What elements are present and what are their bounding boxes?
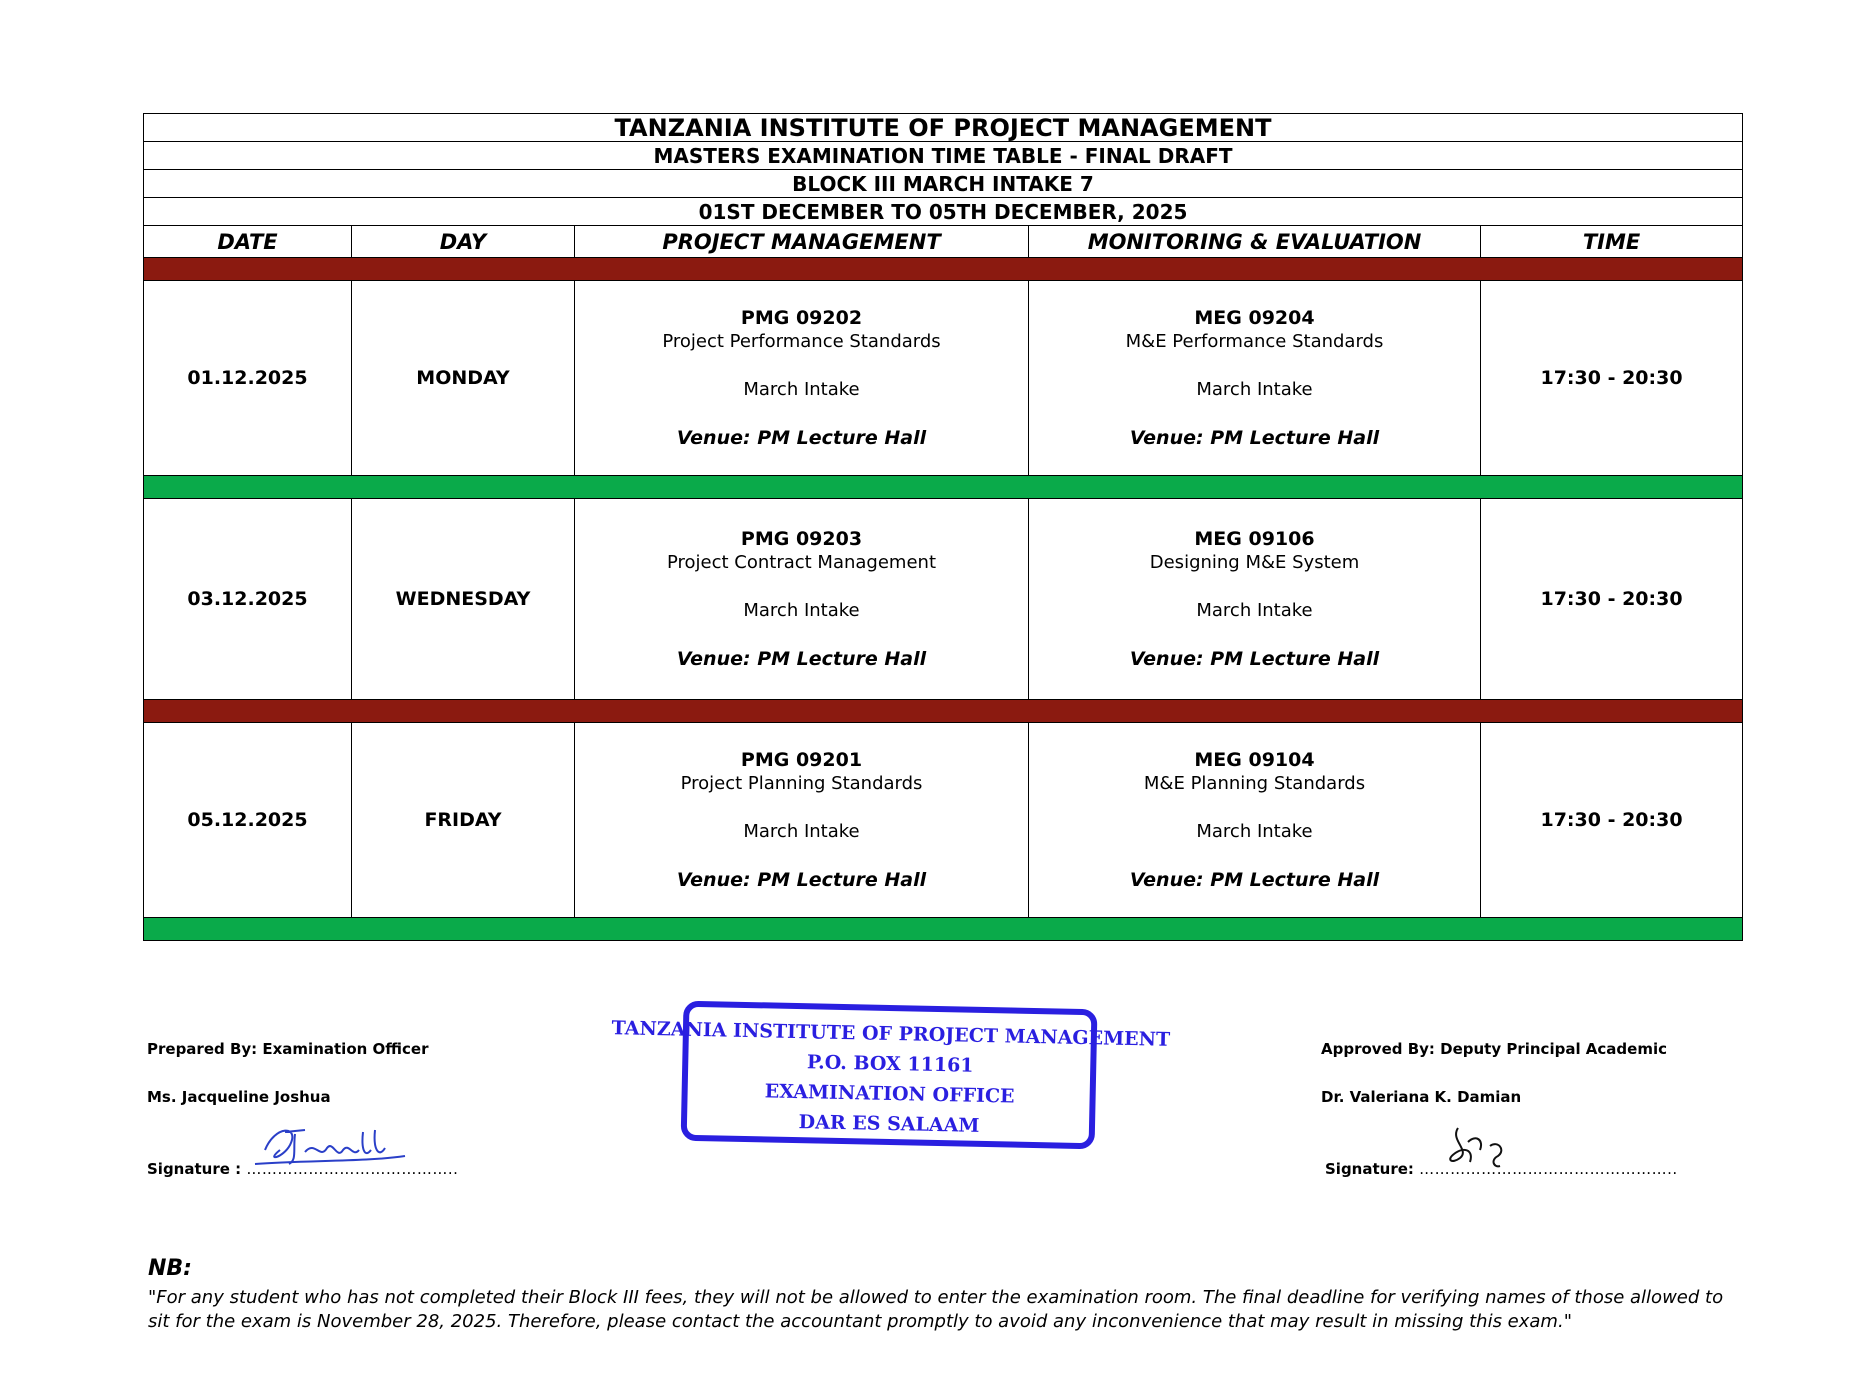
signature-dots: ………………………………….. [246, 1160, 459, 1178]
note-text: "For any student who has not completed their Block III fees, they will not be allowed to enter the examination room. The final deadline for verifying names of those allowed to sit for the exam is November 28, 2025. Therefore, please contact the accountant promptly to avoid any inconvenience that may result in missing this exam." [148, 1287, 1724, 1332]
exam-day: FRIDAY [352, 723, 575, 918]
col-header-monitoring-evaluation: MONITORING & EVALUATION [1029, 226, 1481, 258]
institution-title: TANZANIA INSTITUTE OF PROJECT MANAGEMENT [144, 114, 1743, 142]
course-code: MEG 09104 [1194, 749, 1315, 771]
stamp-line-2: P.O. BOX 11161 [806, 1051, 974, 1077]
course-name: Project Contract Management [666, 552, 937, 573]
timetable-sheet [143, 113, 1742, 941]
prepared-by-name: Ms. Jacqueline Joshua [147, 1088, 331, 1106]
timetable [143, 113, 1743, 941]
timetable-subtitle: MASTERS EXAMINATION TIME TABLE - FINAL DRAFT [144, 142, 1743, 170]
exam-time: 17:30 - 20:30 [1481, 499, 1743, 700]
course-venue: Venue: PM Lecture Hall [1129, 869, 1380, 891]
course-venue: Venue: PM Lecture Hall [1129, 648, 1380, 670]
course-venue: Venue: PM Lecture Hall [676, 869, 927, 891]
course-intake: March Intake [1196, 379, 1313, 400]
period-title: 01ST DECEMBER TO 05TH DECEMBER, 2025 [144, 198, 1743, 226]
course-name: Project Planning Standards [680, 773, 923, 794]
exam-time: 17:30 - 20:30 [1481, 281, 1743, 476]
pm-course-cell [575, 281, 1029, 476]
signature-dots: ………………………………………….. [1419, 1160, 1678, 1178]
separator-stripe-red [144, 700, 1743, 723]
course-venue: Venue: PM Lecture Hall [676, 427, 927, 449]
separator-stripe-green [144, 918, 1743, 941]
me-course-cell [1029, 499, 1481, 700]
separator-stripe-green [144, 476, 1743, 499]
exam-date: 03.12.2025 [144, 499, 352, 700]
stamp-line-3: EXAMINATION OFFICE [764, 1080, 1015, 1108]
prepared-by-label: Prepared By: Examination Officer [147, 1040, 429, 1058]
course-intake: March Intake [1196, 821, 1313, 842]
course-code: PMG 09203 [740, 528, 863, 550]
col-header-project-management: PROJECT MANAGEMENT [575, 226, 1029, 258]
signature-label: Signature: [1325, 1160, 1420, 1178]
col-header-day: DAY [352, 226, 575, 258]
me-course-cell [1029, 723, 1481, 918]
pm-course-cell [575, 499, 1029, 700]
course-intake: March Intake [743, 379, 860, 400]
separator-stripe-red [144, 258, 1743, 281]
office-stamp [611, 1002, 1171, 1152]
column-header-row [144, 226, 1743, 258]
block-title: BLOCK III MARCH INTAKE 7 [144, 170, 1743, 198]
course-venue: Venue: PM Lecture Hall [1129, 427, 1380, 449]
exam-time: 17:30 - 20:30 [1481, 723, 1743, 918]
col-header-time: TIME [1481, 226, 1743, 258]
course-name: Project Performance Standards [662, 331, 941, 352]
prepared-signature-scribble [245, 1120, 415, 1172]
approved-signature-scribble [1440, 1120, 1530, 1172]
me-course-cell [1029, 281, 1481, 476]
signature-label: Signature : [147, 1160, 247, 1178]
course-venue: Venue: PM Lecture Hall [676, 648, 927, 670]
note-title: NB: [148, 1256, 192, 1281]
course-name: M&E Performance Standards [1125, 331, 1384, 352]
exam-day: WEDNESDAY [352, 499, 575, 700]
table-row [144, 499, 1743, 700]
exam-date: 01.12.2025 [144, 281, 352, 476]
course-code: MEG 09204 [1194, 307, 1315, 329]
course-name: Designing M&E System [1149, 552, 1360, 573]
stamp-line-4: DAR ES SALAAM [798, 1111, 980, 1137]
course-name: M&E Planning Standards [1143, 773, 1366, 794]
course-intake: March Intake [743, 600, 860, 621]
pm-course-cell [575, 723, 1029, 918]
col-header-date: DATE [144, 226, 352, 258]
course-intake: March Intake [743, 821, 860, 842]
exam-date: 05.12.2025 [144, 723, 352, 918]
course-intake: March Intake [1196, 600, 1313, 621]
course-code: MEG 09106 [1194, 528, 1315, 550]
table-row [144, 281, 1743, 476]
approved-by-label: Approved By: Deputy Principal Academic [1321, 1040, 1668, 1058]
exam-day: MONDAY [352, 281, 575, 476]
course-code: PMG 09201 [740, 749, 863, 771]
course-code: PMG 09202 [740, 307, 863, 329]
stamp-line-1: TANZANIA INSTITUTE OF PROJECT MANAGEMENT [611, 1017, 1171, 1051]
approved-by-name: Dr. Valeriana K. Damian [1321, 1088, 1522, 1106]
table-row [144, 723, 1743, 918]
